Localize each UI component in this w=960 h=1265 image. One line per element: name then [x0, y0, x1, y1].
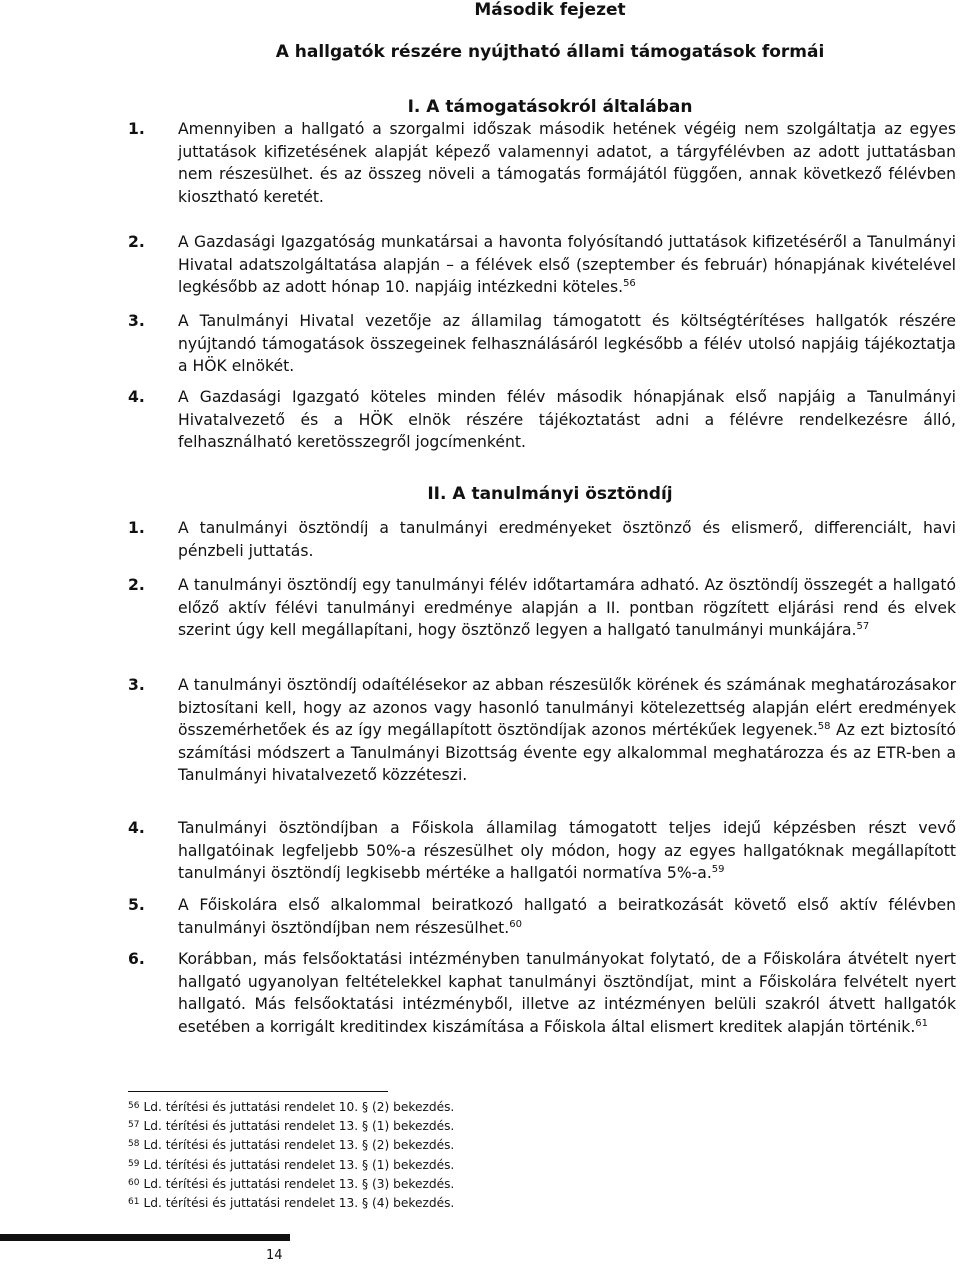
footnote-ref: 60 [509, 918, 522, 930]
paragraph [178, 817, 956, 885]
paragraph [178, 517, 956, 562]
footnote-number: 60 [128, 1177, 140, 1188]
item-number: 4. [128, 819, 145, 837]
item-number: 2. [128, 233, 145, 251]
paragraph [178, 386, 956, 454]
page-footer-bar [0, 1234, 290, 1241]
footnote [128, 1174, 728, 1193]
footnote-ref: 58 [817, 721, 831, 733]
footnote-separator [128, 1091, 388, 1092]
item-number: 6. [128, 950, 145, 968]
footnote-text: Ld. térítési és juttatási rendelet 13. § (4) bekezdés. [143, 1196, 455, 1211]
footnote-ref: 56 [623, 278, 636, 290]
paragraph [178, 574, 956, 642]
paragraph [178, 310, 956, 378]
paragraph [178, 948, 956, 1038]
footnote-number: 58 [128, 1139, 140, 1150]
chapter-title: A hallgatók részére nyújtható állami támogatások formái [275, 42, 825, 62]
paragraph-text: A Tanulmányi Hivatal vezetője az államilag támogatott és költségtérítéses hallgatók részére nyújtandó támogatások összegeinek felhasználásáról legkésőbb a félév utolsó napjáig tájékoztatja a HÖK elnökét. [178, 312, 956, 376]
footnote-ref: 57 [856, 621, 870, 633]
chapter-heading: Második fejezet [474, 0, 626, 20]
item-number: 2. [128, 576, 145, 594]
paragraph-text: A Főiskolára első alkalommal beiratkozó hallgató a beiratkozását követő első aktív félévben tanulmányi ösztöndíjban nem részesülhet. [178, 896, 956, 937]
paragraph-text: A tanulmányi ösztöndíj odaítélésekor az abban részesülők körének és számának meghatározásakor biztosítani kell, hogy az azonos vagy hasonló tanulmányi kötelezettség alapján elért eredmények összemérhetőek és az így megállapított ösztöndíjak azonos mértékűek legyenek. [178, 676, 956, 740]
paragraph-text: Tanulmányi ösztöndíjban a Főiskola államilag támogatott teljes idejű képzésben részt vevő hallgatóinak legfeljebb 50%-a részesülhet oly módon, hogy az egyes hallgatóknak megállapított tanulmányi ösztöndíj legkisebb mértéke a hallgatói normatíva 5%-a. [178, 819, 956, 883]
paragraph [178, 674, 956, 787]
footnote-number: 57 [128, 1120, 140, 1131]
item-number: 4. [128, 388, 145, 406]
footnote-ref: 59 [711, 864, 725, 876]
footnote [128, 1135, 728, 1154]
paragraph-text: Korábban, más felsőoktatási intézményben tanulmányokat folytató, de a Főiskolára átvételt nyert hallgató ugyanolyan feltételekkel kaphat tanulmányi ösztöndíjat, mint a Főiskolára felvételt nyert hallgató. Más felsőoktatási intézményből, illetve az intézményen belüli szakról átvett hallgatók esetében a korrigált kreditindex kiszámítása a Főiskola által elismert kreditek alapján történik. [178, 950, 956, 1036]
paragraph-text: A Gazdasági Igazgatóság munkatársai a havonta folyósítandó juttatások kifizetéséről a Tanulmányi Hivatal adatszolgáltatása alapján – a félévek első (szeptember és február) hónapjának kivételével legkésőbb az adott hónap 10. napjáig intézkedni köteles. [178, 233, 956, 297]
item-number: 3. [128, 676, 145, 694]
footnote-number: 56 [128, 1101, 140, 1111]
item-number: 5. [128, 896, 145, 914]
footnote-number: 59 [128, 1158, 140, 1169]
paragraph [178, 118, 956, 208]
footnote [128, 1116, 728, 1135]
footnote [128, 1097, 728, 1116]
footnote [128, 1193, 728, 1212]
paragraph-text: A tanulmányi ösztöndíj egy tanulmányi félév időtartamára adható. Az ösztöndíj összegét a hallgató előző aktív félévi tanulmányi eredménye alapján a II. pontban rögzített eljárási rend és elvek szerint úgy kell megállapítani, hogy ösztönző legyen a hallgató tanulmányi munkájára. [178, 576, 956, 640]
paragraph-text: A tanulmányi ösztöndíj a tanulmányi eredményeket ösztönző és elismerő, differenciált, havi pénzbeli juttatás. [178, 519, 956, 560]
section-1-title: I. A támogatásokról általában [407, 97, 693, 117]
section-2-title: II. A tanulmányi ösztöndíj [427, 484, 673, 504]
footnote-text: Ld. térítési és juttatási rendelet 10. § (2) bekezdés. [143, 1100, 455, 1114]
paragraph [178, 894, 956, 939]
paragraph-text: Az ezt biztosító számítási módszert a Tanulmányi Bizottság évente egy alkalommal meghatározza és az ETR-ben a Tanulmányi hivatalvezető közzéteszi. [178, 721, 956, 785]
footnote-ref: 61 [915, 1017, 929, 1029]
item-number: 1. [128, 519, 145, 537]
item-number: 3. [128, 312, 145, 330]
footnote-text: Ld. térítési és juttatási rendelet 13. § (1) bekezdés. [143, 1119, 455, 1134]
footnote-number: 61 [128, 1197, 140, 1208]
footnote [128, 1155, 728, 1174]
footnote-text: Ld. térítési és juttatási rendelet 13. § (1) bekezdés. [143, 1157, 455, 1172]
paragraph-text: Amennyiben a hallgató a szorgalmi időszak második hetének végéig nem szolgáltatja az egyes juttatások kifizetésének alapját képező valamennyi adatot, a tárgyfélévben az adott juttatásban nem részesülhet. és az összeg növeli a támogatás formájától függően, annak következő félévben kiosztható keretét. [178, 120, 956, 206]
item-number: 1. [128, 120, 145, 138]
footnote-text: Ld. térítési és juttatási rendelet 13. § (3) bekezdés. [143, 1176, 455, 1191]
paragraph-text: A Gazdasági Igazgató köteles minden félév második hónapjának első napjáig a Tanulmányi Hivatalvezető és a HÖK elnök részére tájékoztatást adni a félévre rendelkezésre álló, felhasználható keretösszegről jogcímenként. [178, 388, 956, 452]
footnote-text: Ld. térítési és juttatási rendelet 13. § (2) bekezdés. [143, 1138, 455, 1153]
footnotes [128, 1097, 728, 1212]
page-number: 14 [266, 1248, 283, 1263]
paragraph [178, 231, 956, 299]
